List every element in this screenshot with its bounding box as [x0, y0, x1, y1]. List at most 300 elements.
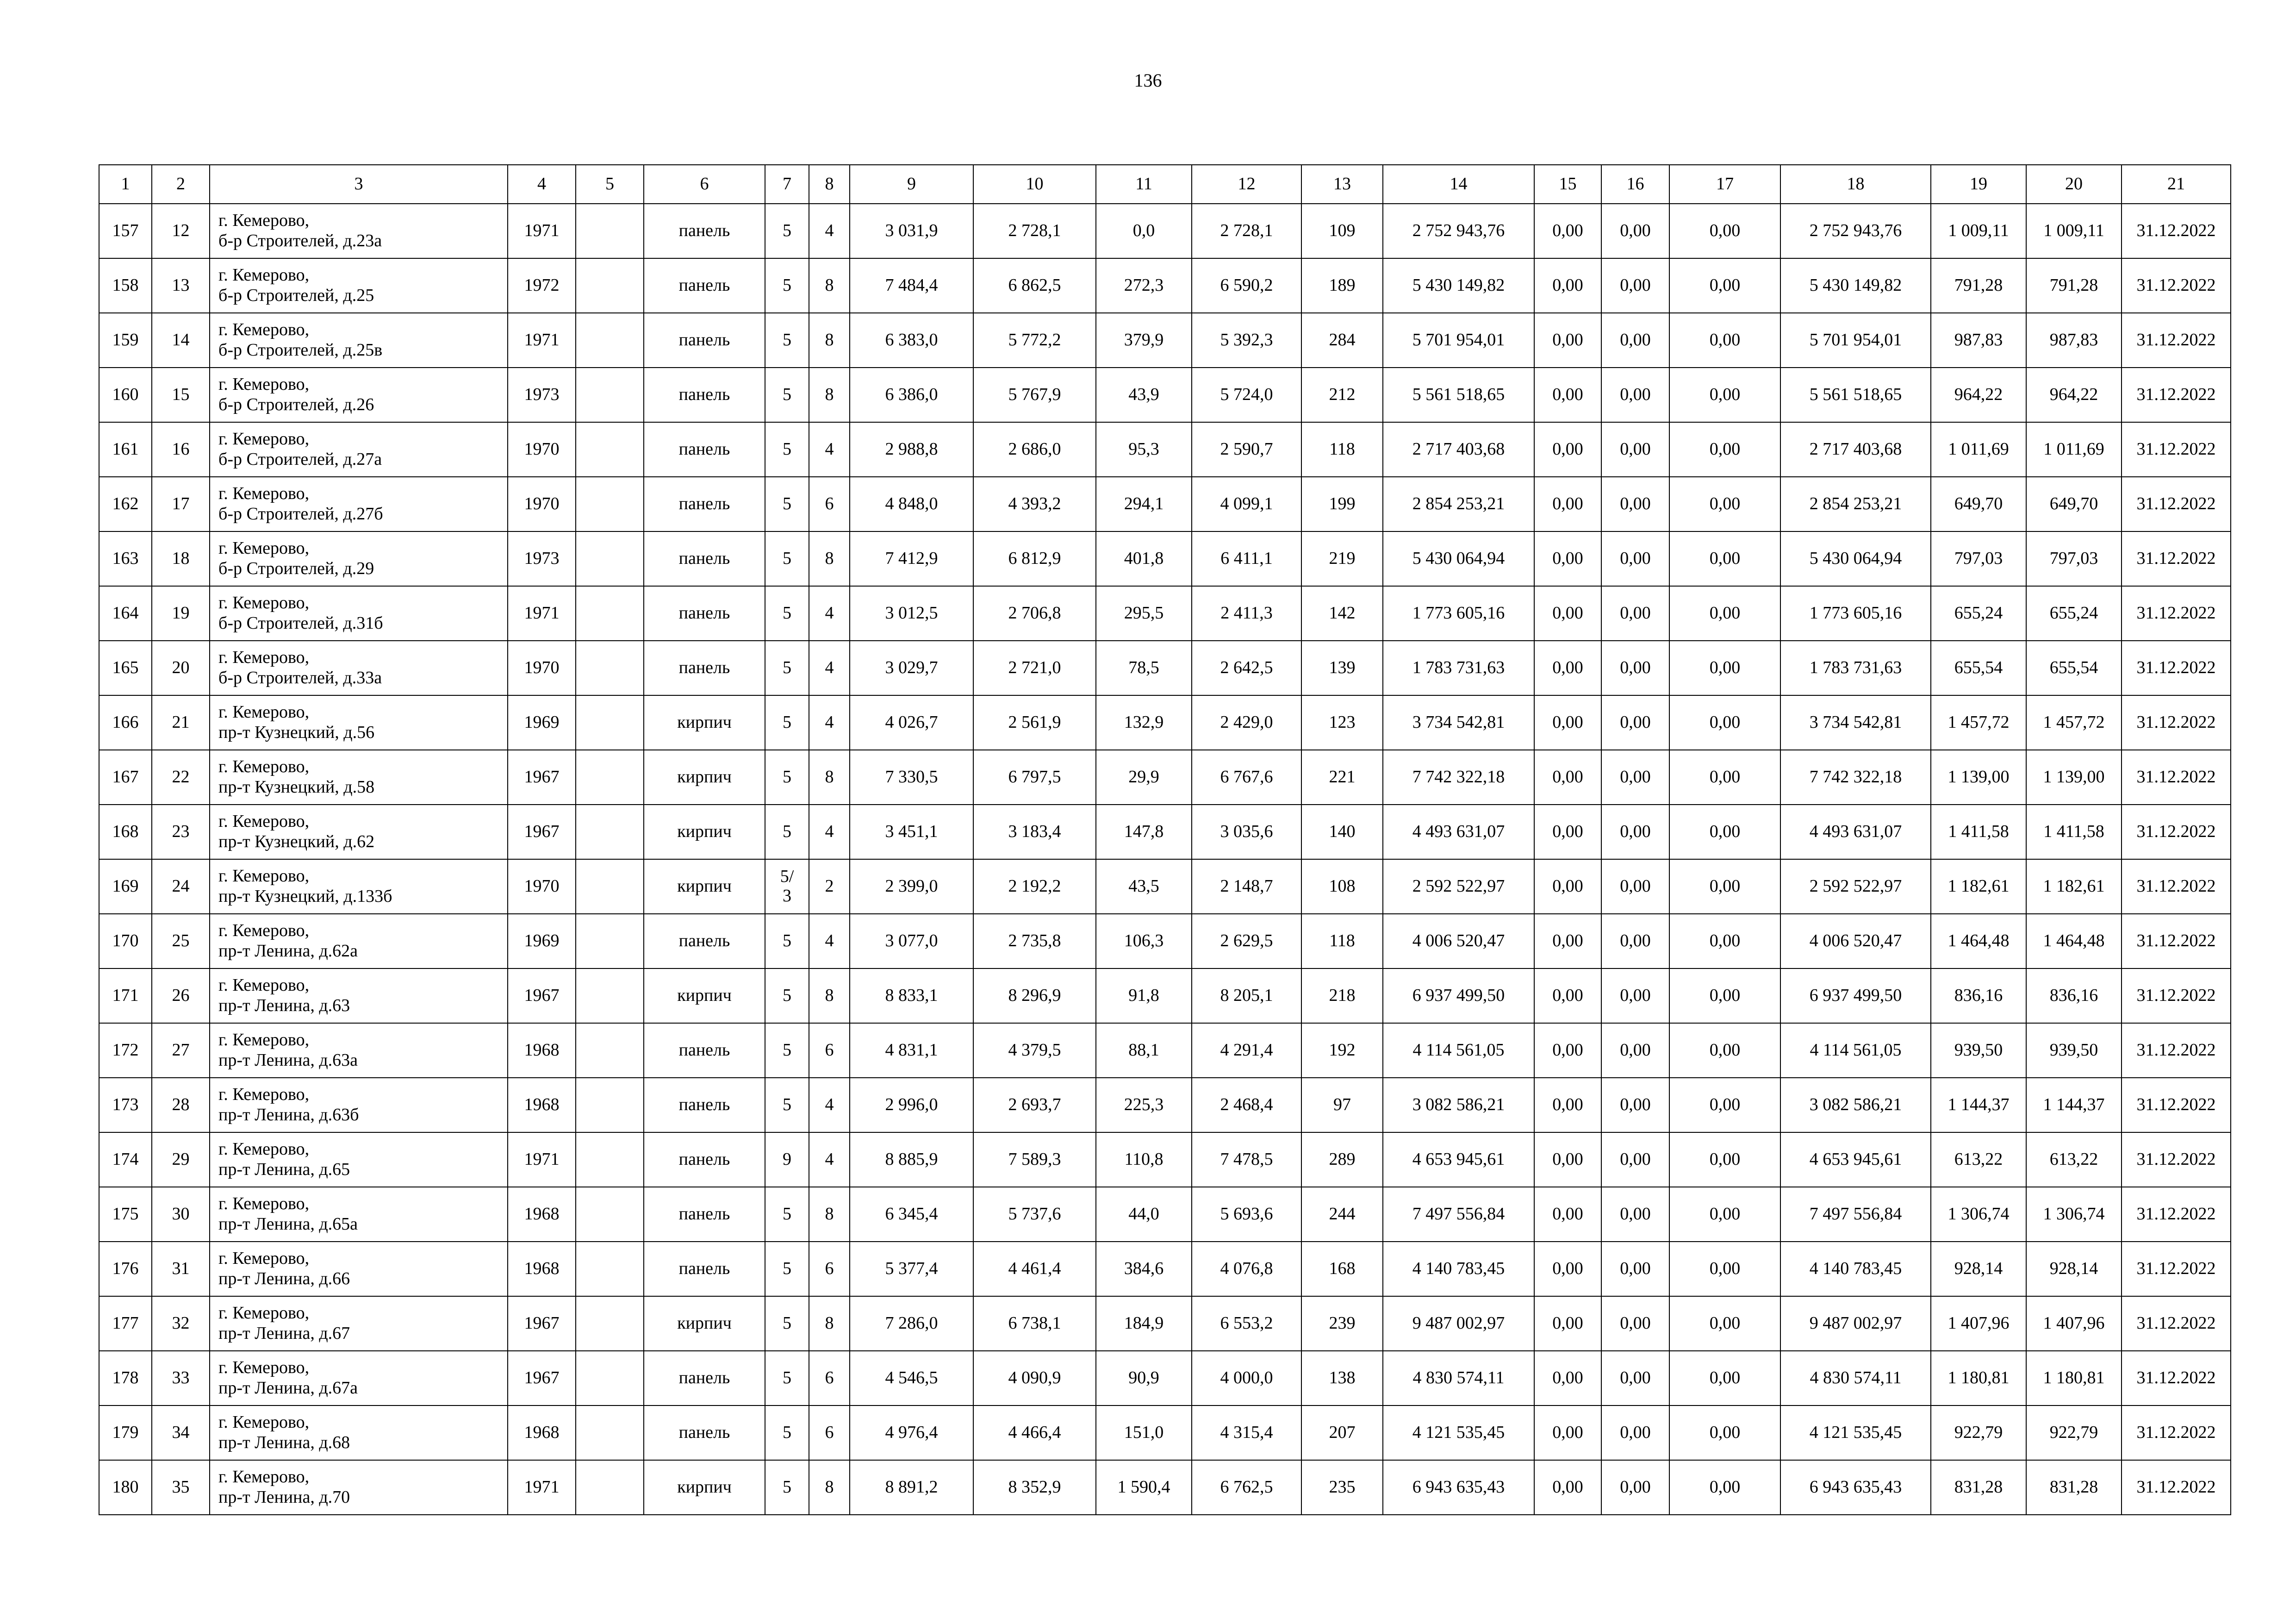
table-cell: 791,28: [2026, 258, 2122, 313]
table-cell: 207: [1301, 1405, 1383, 1460]
address-street: пр-т Ленина, д.67: [218, 1324, 350, 1343]
table-cell: 1 773 605,16: [1383, 586, 1534, 641]
table-cell: 2 590,7: [1192, 422, 1301, 477]
table-cell: 31.12.2022: [2122, 477, 2231, 531]
table-cell: 7 484,4: [850, 258, 973, 313]
table-cell: 4 114 561,05: [1780, 1023, 1931, 1078]
column-header: 20: [2026, 165, 2122, 204]
table-cell: 4 099,1: [1192, 477, 1301, 531]
floors-value: 5/: [780, 867, 794, 887]
table-cell: 1968: [508, 1405, 576, 1460]
table-cell: 123: [1301, 695, 1383, 750]
table-cell: 235: [1301, 1460, 1383, 1515]
address-city: г. Кемерово,: [218, 812, 310, 831]
table-cell: 939,50: [2026, 1023, 2122, 1078]
table-cell: 0,00: [1601, 422, 1669, 477]
table-cell: 4: [809, 422, 850, 477]
table-row: [99, 368, 2231, 422]
table-cell: 25: [152, 914, 210, 968]
table-cell: 8: [809, 968, 850, 1023]
table-cell: 0,00: [1669, 1078, 1780, 1132]
table-cell: 1 182,61: [2026, 859, 2122, 914]
table-cell: 29,9: [1096, 750, 1192, 805]
column-header: 17: [1669, 165, 1780, 204]
table-cell: 4: [809, 641, 850, 695]
table-cell: 4: [809, 1078, 850, 1132]
address-cell: [210, 695, 508, 750]
table-cell: 31.12.2022: [2122, 1023, 2231, 1078]
table-cell: [576, 422, 644, 477]
table-cell: 791,28: [1931, 258, 2026, 313]
table-cell: [576, 531, 644, 586]
table-cell: 172: [99, 1023, 152, 1078]
table-cell: 4 379,5: [973, 1023, 1096, 1078]
table-cell: 0,00: [1601, 968, 1669, 1023]
table-cell: 6 862,5: [973, 258, 1096, 313]
table-cell: 655,54: [2026, 641, 2122, 695]
table-cell: 655,24: [1931, 586, 2026, 641]
table-cell: 922,79: [2026, 1405, 2122, 1460]
table-cell: 4 830 574,11: [1383, 1351, 1534, 1405]
table-cell: 0,00: [1601, 1023, 1669, 1078]
table-cell: 167: [99, 750, 152, 805]
table-cell: 0,00: [1601, 1460, 1669, 1515]
table-cell: 0,00: [1601, 586, 1669, 641]
table-cell: 4 466,4: [973, 1405, 1096, 1460]
table-cell: 0,00: [1601, 750, 1669, 805]
table-cell: 7 742 322,18: [1383, 750, 1534, 805]
table-cell: 1967: [508, 805, 576, 859]
column-header: 19: [1931, 165, 2026, 204]
table-cell: [576, 914, 644, 968]
table-cell: 9 487 002,97: [1383, 1296, 1534, 1351]
table-cell: 2 629,5: [1192, 914, 1301, 968]
address-city: г. Кемерово,: [218, 484, 310, 504]
table-cell: 31.12.2022: [2122, 1460, 2231, 1515]
table-cell: 157: [99, 204, 152, 258]
address-city: г. Кемерово,: [218, 593, 310, 613]
table-cell: 5 430 064,94: [1780, 531, 1931, 586]
table-cell: 0,00: [1669, 1460, 1780, 1515]
address-city: г. Кемерово,: [218, 975, 310, 995]
table-cell: 1971: [508, 1132, 576, 1187]
table-cell: 2 642,5: [1192, 641, 1301, 695]
address-city: г. Кемерово,: [218, 921, 310, 941]
table-cell: 3 734 542,81: [1780, 695, 1931, 750]
table-cell: 0,00: [1601, 258, 1669, 313]
table-cell: 22: [152, 750, 210, 805]
table-cell: 2 468,4: [1192, 1078, 1301, 1132]
table-cell: 401,8: [1096, 531, 1192, 586]
table-cell: 4 121 535,45: [1383, 1405, 1534, 1460]
table-cell: 244: [1301, 1187, 1383, 1242]
table-header-row: [99, 165, 2231, 204]
table-cell: 4 000,0: [1192, 1351, 1301, 1405]
table-row: [99, 914, 2231, 968]
table-cell: 13: [152, 258, 210, 313]
address-city: г. Кемерово,: [218, 702, 310, 722]
table-cell: панель: [644, 313, 765, 368]
table-cell: 34: [152, 1405, 210, 1460]
table-cell: 28: [152, 1078, 210, 1132]
table-cell: 0,00: [1601, 859, 1669, 914]
table-row: [99, 859, 2231, 914]
table-cell: 0,00: [1534, 586, 1601, 641]
address-street: б-р Строителей, д.26: [218, 395, 374, 414]
table-cell: 175: [99, 1187, 152, 1242]
address-cell: [210, 1187, 508, 1242]
floors-cell: [765, 313, 809, 368]
table-cell: 0,00: [1534, 1405, 1601, 1460]
table-cell: 0,00: [1534, 1460, 1601, 1515]
table-cell: 4 315,4: [1192, 1405, 1301, 1460]
table-cell: [576, 368, 644, 422]
table-cell: [576, 1405, 644, 1460]
table-cell: 4 976,4: [850, 1405, 973, 1460]
table-cell: 0,00: [1534, 477, 1601, 531]
table-cell: панель: [644, 1351, 765, 1405]
table-cell: 928,14: [2026, 1242, 2122, 1296]
table-cell: 24: [152, 859, 210, 914]
column-header: 9: [850, 165, 973, 204]
table-cell: панель: [644, 477, 765, 531]
table-cell: 26: [152, 968, 210, 1023]
table-cell: 192: [1301, 1023, 1383, 1078]
table-cell: 2 717 403,68: [1383, 422, 1534, 477]
address-cell: [210, 750, 508, 805]
table-cell: 0,00: [1534, 859, 1601, 914]
table-cell: 0,00: [1601, 477, 1669, 531]
table-cell: 4: [809, 695, 850, 750]
floors-value-secondary: 3: [783, 886, 791, 906]
table-cell: 1 457,72: [1931, 695, 2026, 750]
address-cell: [210, 968, 508, 1023]
address-cell: [210, 914, 508, 968]
table-cell: 31.12.2022: [2122, 695, 2231, 750]
table-cell: 6 590,2: [1192, 258, 1301, 313]
floors-value: 5: [783, 275, 791, 295]
table-cell: 18: [152, 531, 210, 586]
table-cell: 0,00: [1534, 641, 1601, 695]
column-header: 4: [508, 165, 576, 204]
address-cell: [210, 1023, 508, 1078]
table-cell: 0,00: [1669, 695, 1780, 750]
table-cell: 987,83: [1931, 313, 2026, 368]
address-street: пр-т Ленина, д.70: [218, 1487, 350, 1507]
table-cell: 831,28: [2026, 1460, 2122, 1515]
table-cell: 0,00: [1534, 1242, 1601, 1296]
table-cell: 5 724,0: [1192, 368, 1301, 422]
table-cell: 31.12.2022: [2122, 204, 2231, 258]
address-street: б-р Строителей, д.25в: [218, 340, 383, 360]
floors-cell: [765, 368, 809, 422]
data-table: [99, 164, 2231, 1515]
table-cell: 0,00: [1669, 859, 1780, 914]
table-cell: 8: [809, 258, 850, 313]
floors-cell: [765, 1078, 809, 1132]
table-row: [99, 531, 2231, 586]
table-cell: 0,00: [1534, 258, 1601, 313]
address-cell: [210, 477, 508, 531]
table-cell: 0,00: [1601, 1187, 1669, 1242]
column-header: 1: [99, 165, 152, 204]
table-cell: 2 192,2: [973, 859, 1096, 914]
table-cell: 161: [99, 422, 152, 477]
table-cell: 132,9: [1096, 695, 1192, 750]
table-cell: кирпич: [644, 1460, 765, 1515]
table-cell: 5 392,3: [1192, 313, 1301, 368]
table-cell: 6 411,1: [1192, 531, 1301, 586]
table-cell: 218: [1301, 968, 1383, 1023]
table-cell: панель: [644, 1132, 765, 1187]
table-cell: 1969: [508, 914, 576, 968]
table-cell: 1 009,11: [2026, 204, 2122, 258]
table-cell: 0,0: [1096, 204, 1192, 258]
address-city: г. Кемерово,: [218, 265, 310, 285]
floors-cell: [765, 1405, 809, 1460]
table-cell: 31.12.2022: [2122, 914, 2231, 968]
table-cell: 184,9: [1096, 1296, 1192, 1351]
table-cell: панель: [644, 1078, 765, 1132]
table-cell: 163: [99, 531, 152, 586]
table-cell: 6 943 635,43: [1383, 1460, 1534, 1515]
table-cell: 4 830 574,11: [1780, 1351, 1931, 1405]
table-cell: 177: [99, 1296, 152, 1351]
column-header: 14: [1383, 165, 1534, 204]
table-cell: 4 493 631,07: [1383, 805, 1534, 859]
address-street: пр-т Ленина, д.63: [218, 996, 350, 1015]
table-cell: 5 377,4: [850, 1242, 973, 1296]
table-cell: 110,8: [1096, 1132, 1192, 1187]
floors-value: 5: [783, 1423, 791, 1443]
table-row: [99, 1351, 2231, 1405]
address-city: г. Кемерово,: [218, 757, 310, 777]
address-city: г. Кемерово,: [218, 1030, 310, 1050]
table-cell: 6 762,5: [1192, 1460, 1301, 1515]
address-city: г. Кемерово,: [218, 1194, 310, 1214]
table-cell: панель: [644, 586, 765, 641]
floors-cell: [765, 477, 809, 531]
table-cell: 0,00: [1601, 1351, 1669, 1405]
floors-value: 5: [783, 1477, 791, 1497]
address-street: пр-т Ленина, д.65а: [218, 1214, 358, 1234]
table-cell: 31.12.2022: [2122, 1187, 2231, 1242]
table-cell: 118: [1301, 914, 1383, 968]
table-cell: 7 589,3: [973, 1132, 1096, 1187]
address-cell: [210, 586, 508, 641]
floors-cell: [765, 968, 809, 1023]
floors-value: 5: [783, 1368, 791, 1388]
table-row: [99, 422, 2231, 477]
address-street: пр-т Ленина, д.66: [218, 1269, 350, 1288]
address-street: б-р Строителей, д.29: [218, 559, 374, 578]
table-cell: панель: [644, 368, 765, 422]
table-cell: [576, 695, 644, 750]
floors-cell: [765, 1351, 809, 1405]
floors-cell: [765, 859, 809, 914]
table-cell: 6 738,1: [973, 1296, 1096, 1351]
table-cell: 987,83: [2026, 313, 2122, 368]
table-cell: 44,0: [1096, 1187, 1192, 1242]
table-row: [99, 204, 2231, 258]
table-cell: 9 487 002,97: [1780, 1296, 1931, 1351]
table-row: [99, 313, 2231, 368]
table-cell: 159: [99, 313, 152, 368]
table-cell: 212: [1301, 368, 1383, 422]
address-city: г. Кемерово,: [218, 429, 310, 449]
table-cell: 831,28: [1931, 1460, 2026, 1515]
table-cell: 0,00: [1534, 1296, 1601, 1351]
table-cell: 0,00: [1534, 204, 1601, 258]
table-cell: 5 772,2: [973, 313, 1096, 368]
table-cell: 5 430 149,82: [1780, 258, 1931, 313]
table-cell: 20: [152, 641, 210, 695]
table-cell: 0,00: [1669, 1405, 1780, 1460]
table-cell: панель: [644, 641, 765, 695]
table-cell: 1 411,58: [2026, 805, 2122, 859]
table-cell: 0,00: [1601, 1405, 1669, 1460]
table-cell: 797,03: [1931, 531, 2026, 586]
table-cell: 4 006 520,47: [1780, 914, 1931, 968]
table-cell: 4 653 945,61: [1383, 1132, 1534, 1187]
table-cell: 613,22: [1931, 1132, 2026, 1187]
address-city: г. Кемерово,: [218, 375, 310, 394]
table-cell: 139: [1301, 641, 1383, 695]
floors-cell: [765, 531, 809, 586]
table-cell: 14: [152, 313, 210, 368]
table-cell: 3 082 586,21: [1383, 1078, 1534, 1132]
table-cell: 1967: [508, 750, 576, 805]
data-table-container: [99, 164, 2231, 1515]
table-cell: 31.12.2022: [2122, 641, 2231, 695]
table-cell: 1 011,69: [1931, 422, 2026, 477]
address-cell: [210, 531, 508, 586]
table-cell: 3 035,6: [1192, 805, 1301, 859]
floors-cell: [765, 1187, 809, 1242]
table-cell: [576, 477, 644, 531]
floors-cell: [765, 1132, 809, 1187]
address-street: пр-т Ленина, д.62а: [218, 941, 358, 961]
address-city: г. Кемерово,: [218, 211, 310, 231]
table-cell: 7 478,5: [1192, 1132, 1301, 1187]
table-cell: 1970: [508, 422, 576, 477]
table-cell: 655,24: [2026, 586, 2122, 641]
table-cell: 8: [809, 1296, 850, 1351]
table-cell: 151,0: [1096, 1405, 1192, 1460]
table-cell: [576, 1023, 644, 1078]
table-cell: 4 393,2: [973, 477, 1096, 531]
table-cell: 4: [809, 586, 850, 641]
address-street: б-р Строителей, д.27а: [218, 450, 382, 469]
table-cell: 17: [152, 477, 210, 531]
table-cell: 0,00: [1601, 313, 1669, 368]
table-cell: 2 721,0: [973, 641, 1096, 695]
table-cell: 6 937 499,50: [1383, 968, 1534, 1023]
table-cell: 31.12.2022: [2122, 586, 2231, 641]
table-cell: панель: [644, 1242, 765, 1296]
table-cell: 289: [1301, 1132, 1383, 1187]
table-cell: 379,9: [1096, 313, 1192, 368]
table-cell: 295,5: [1096, 586, 1192, 641]
floors-value: 5: [783, 603, 791, 623]
column-header: 3: [210, 165, 508, 204]
table-cell: [576, 1187, 644, 1242]
table-cell: 168: [99, 805, 152, 859]
table-cell: 2 411,3: [1192, 586, 1301, 641]
table-cell: 43,5: [1096, 859, 1192, 914]
table-cell: 108: [1301, 859, 1383, 914]
address-street: пр-т Кузнецкий, д.62: [218, 832, 375, 851]
table-cell: 0,00: [1669, 1296, 1780, 1351]
table-cell: 1 180,81: [1931, 1351, 2026, 1405]
table-row: [99, 1460, 2231, 1515]
table-cell: 4 026,7: [850, 695, 973, 750]
table-cell: 33: [152, 1351, 210, 1405]
table-cell: 1971: [508, 1460, 576, 1515]
table-cell: 7 412,9: [850, 531, 973, 586]
floors-value: 5: [783, 1313, 791, 1333]
table-cell: панель: [644, 1187, 765, 1242]
table-cell: 43,9: [1096, 368, 1192, 422]
table-cell: 0,00: [1601, 1296, 1669, 1351]
table-cell: 6: [809, 1351, 850, 1405]
address-cell: [210, 313, 508, 368]
table-cell: 162: [99, 477, 152, 531]
address-cell: [210, 422, 508, 477]
floors-value: 5: [783, 767, 791, 787]
table-cell: 4: [809, 914, 850, 968]
table-cell: 21: [152, 695, 210, 750]
table-cell: 1 180,81: [2026, 1351, 2122, 1405]
table-cell: панель: [644, 1405, 765, 1460]
table-cell: 0,00: [1669, 531, 1780, 586]
table-cell: 31.12.2022: [2122, 1242, 2231, 1296]
table-cell: 1 306,74: [1931, 1187, 2026, 1242]
floors-cell: [765, 1242, 809, 1296]
table-cell: 6 383,0: [850, 313, 973, 368]
table-cell: 2 717 403,68: [1780, 422, 1931, 477]
table-cell: 4 653 945,61: [1780, 1132, 1931, 1187]
table-cell: 1 139,00: [2026, 750, 2122, 805]
table-cell: 0,00: [1601, 805, 1669, 859]
table-cell: 2 561,9: [973, 695, 1096, 750]
floors-cell: [765, 750, 809, 805]
table-cell: 0,00: [1669, 914, 1780, 968]
table-cell: 1967: [508, 1296, 576, 1351]
table-cell: 1969: [508, 695, 576, 750]
table-cell: 1 011,69: [2026, 422, 2122, 477]
address-street: б-р Строителей, д.27б: [218, 504, 383, 524]
table-cell: 1 407,96: [1931, 1296, 2026, 1351]
table-cell: 7 497 556,84: [1383, 1187, 1534, 1242]
table-cell: 797,03: [2026, 531, 2122, 586]
table-row: [99, 1023, 2231, 1078]
table-cell: 1 590,4: [1096, 1460, 1192, 1515]
table-cell: 90,9: [1096, 1351, 1192, 1405]
table-cell: [576, 805, 644, 859]
table-cell: 221: [1301, 750, 1383, 805]
table-row: [99, 1242, 2231, 1296]
table-cell: [576, 1242, 644, 1296]
table-cell: 31.12.2022: [2122, 1296, 2231, 1351]
table-cell: 1968: [508, 1023, 576, 1078]
address-street: б-р Строителей, д.25: [218, 286, 374, 305]
table-cell: 0,00: [1534, 368, 1601, 422]
table-cell: 8: [809, 1187, 850, 1242]
address-city: г. Кемерово,: [218, 1139, 310, 1159]
table-cell: 0,00: [1669, 750, 1780, 805]
table-cell: 138: [1301, 1351, 1383, 1405]
